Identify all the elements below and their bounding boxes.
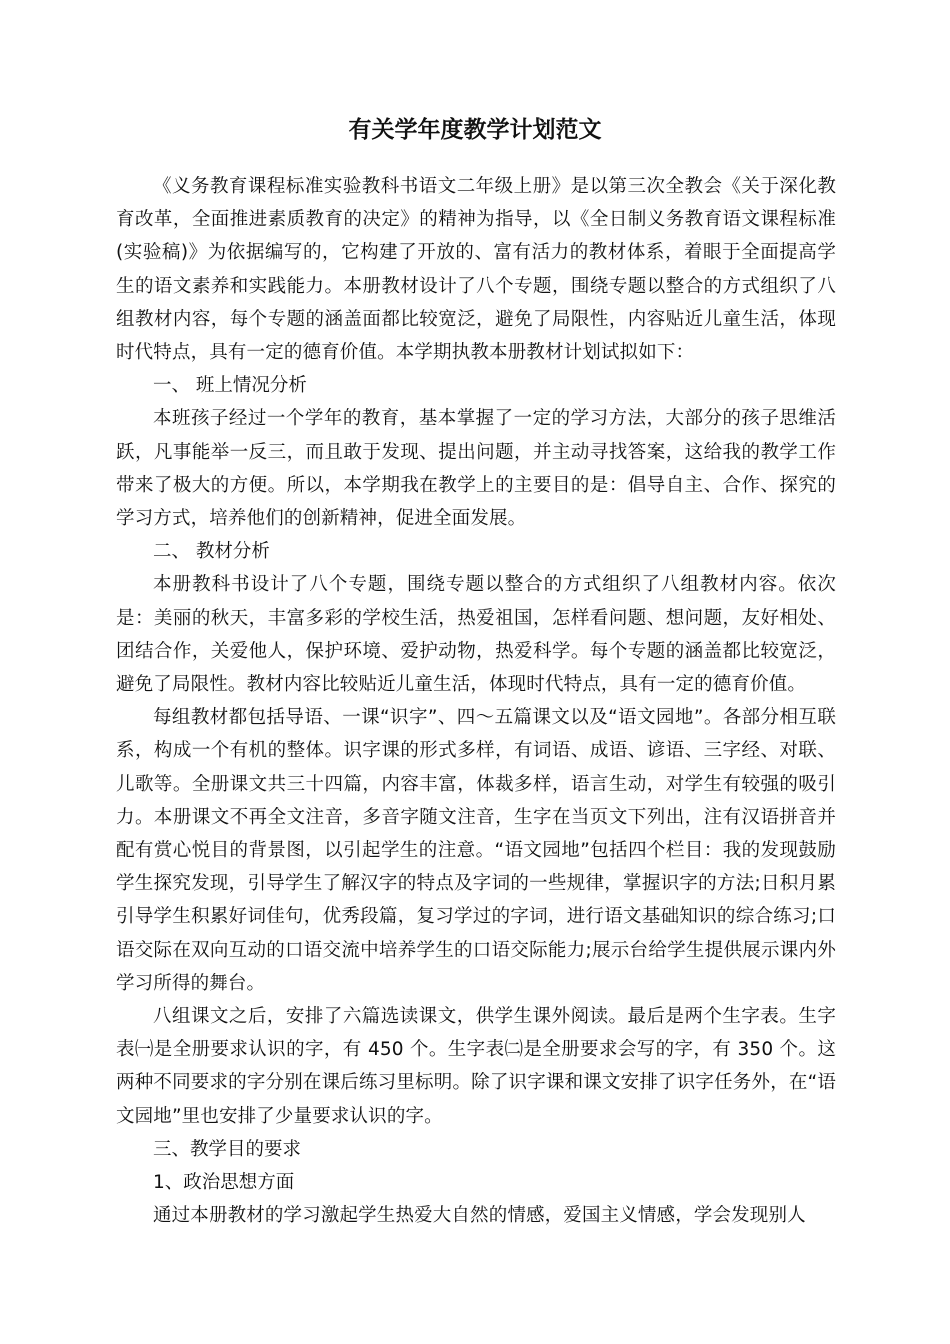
paragraph-textbook-structure: 每组教材都包括导语、一课“识字”、四～五篇课文以及“语文园地”。各部分相互联系，构成一个有机的整体。识字课的形式多样，有词语、成语、谚语、三字经、对联、儿歌等。全册课文共三十四篇，内容丰富，体裁多样，语言生动，对学生有较强的吸引力。本册课文不再全文注音，多音字随文注音，生字在当页文下列出，注有汉语拼音并配有赏心悦目的背景图，以引起学生的注意。“语文园地”包括四个栏目：我的发现鼓励学生探究发现，引导学生了解汉字的特点及字词的一些规律，掌握识字的方法;日积月累引导学生积累好词佳句，优秀段篇，复习学过的字词，进行语文基础知识的综合练习;口语交际在双向互动的口语交流中培养学生的口语交际能力;展示台给学生提供展示课内外学习所得的舞台。 [116,707,836,994]
paragraph-textbook-topics: 本册教科书设计了八个专题，围绕专题以整合的方式组织了八组教材内容。依次是：美丽的秋天，丰富多彩的学校生活，热爱祖国，怎样看问题、想问题，友好相处、团结合作，关爱他人，保护环境、爱护动物，热爱科学。每个专题的涵盖都比较宽泛，避免了局限性。教材内容比较贴近儿童生活，体现时代特点，具有一定的德育价值。 [116,574,836,696]
section-heading-teaching-goals: 三、教学目的要求 [153,1138,302,1160]
section-heading-textbook-analysis: 二、 教材分析 [153,541,270,563]
paragraph-character-tables: 八组课文之后，安排了六篇选读课文，供学生课外阅读。最后是两个生字表。生字表㈠是全册要求认识的字，有 450 个。生字表㈡是全册要求会写的字，有 350 个。这两种不同要求的字分别在课后练习里标明。除了识字课和课文安排了识字任务外，在“语文园地”里也安排了少量要求认识的字。 [116,1006,836,1127]
document-body [116,170,836,1233]
paragraph-class-analysis: 本班孩子经过一个学年的教育，基本掌握了一定的学习方法，大部分的孩子思维活跃，凡事能举一反三，而且敢于发现、提出问题，并主动寻找答案，这给我的教学工作带来了极大的方便。所以，本学期我在教学上的主要目的是：倡导自主、合作、探究的学习方式，培养他们的创新精神，促进全面发展。 [116,408,836,530]
subsection-heading-political-thought: 1、政治思想方面 [153,1172,295,1194]
document-title: 有关学年度教学计划范文 [348,117,602,143]
section-heading-class-analysis: 一、 班上情况分析 [153,375,307,397]
paragraph-political-thought: 通过本册教材的学习激起学生热爱大自然的情感，爱国主义情感，学会发现别人 [153,1205,806,1227]
paragraph-intro: 《义务教育课程标准实验教科书语文二年级上册》是以第三次全教会《关于深化教育改革，全面推进素质教育的决定》的精神为指导，以《全日制义务教育语文课程标准(实验稿)》为依据编写的，它构建了开放的、富有活力的教材体系，着眼于全面提高学生的语文素养和实践能力。本册教材设计了八个专题，围绕专题以整合的方式组织了八组教材内容，每个专题的涵盖面都比较宽泛，避免了局限性，内容贴近儿童生活，体现时代特点，具有一定的德育价值。本学期执教本册教材计划试拟如下： [116,176,836,364]
